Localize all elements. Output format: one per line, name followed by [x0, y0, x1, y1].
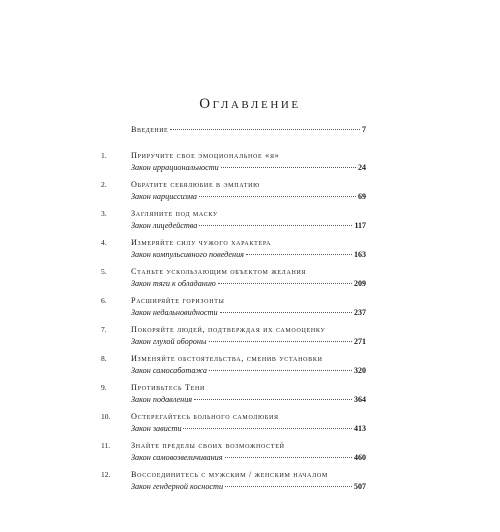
chapter-number: 3.: [101, 209, 107, 218]
law-name: Закон зависти: [131, 424, 182, 433]
law-name: Закон компульсивного поведения: [131, 250, 244, 259]
chapter-title: Расширяйте горизонты: [131, 296, 225, 305]
page-number: 7: [362, 125, 366, 134]
chapter-list: [101, 149, 366, 493]
page-number: 24: [358, 163, 366, 172]
chapter-heading: [101, 149, 366, 162]
chapter-law-row: [131, 423, 366, 435]
chapter-heading: [101, 178, 366, 191]
toc-chapter[interactable]: [101, 439, 366, 464]
chapter-number: 11.: [101, 441, 111, 450]
chapter-law-row: [131, 336, 366, 348]
chapter-title: Обратите себялюбие в эмпатию: [131, 180, 260, 189]
law-name: Закон недальновидности: [131, 308, 218, 317]
page-number: 364: [354, 395, 366, 404]
chapter-number: 10.: [101, 412, 111, 421]
chapter-law-row: [131, 307, 366, 319]
chapter-title: Загляните под маску: [131, 209, 218, 218]
page-title: Оглавление: [199, 96, 301, 112]
toc-chapter[interactable]: [101, 381, 366, 406]
dot-leader: [246, 254, 352, 255]
page-number: 69: [358, 192, 366, 201]
law-name: Закон самовозвеличивания: [131, 453, 223, 462]
dot-leader: [209, 341, 353, 342]
chapter-law-row: [131, 452, 366, 464]
chapter-heading: [101, 294, 366, 307]
dot-leader: [194, 399, 352, 400]
dot-leader: [221, 167, 356, 168]
toc-chapter[interactable]: [101, 352, 366, 377]
chapter-title: Остерегайтесь больного самолюбия: [131, 412, 279, 421]
toc-chapter[interactable]: [101, 149, 366, 174]
chapter-law-row: [131, 365, 366, 377]
chapter-number: 8.: [101, 354, 107, 363]
chapter-number: 6.: [101, 296, 107, 305]
dot-leader: [170, 129, 360, 130]
chapter-heading: [101, 381, 366, 394]
law-name: Закон самосаботажа: [131, 366, 208, 375]
dot-leader: [199, 196, 356, 197]
law-name: Закон тяги к обладанию: [131, 279, 216, 288]
law-name: Закон гендерной косности: [131, 482, 224, 491]
chapter-law-row: [131, 162, 366, 174]
chapter-heading: [101, 207, 366, 220]
chapter-law-row: [131, 394, 366, 406]
chapter-heading: [101, 468, 366, 481]
page-number: 117: [354, 221, 366, 230]
law-name: Закон лицедейства: [131, 221, 198, 230]
page-number: 209: [354, 279, 366, 288]
dot-leader: [225, 486, 352, 487]
page-number: 507: [354, 482, 366, 491]
chapter-title: Станьте ускользающим объектом желания: [131, 267, 307, 276]
page-number: 320: [354, 366, 366, 375]
page-number: 460: [354, 453, 366, 462]
chapter-law-row: [131, 220, 366, 232]
page-number: 237: [354, 308, 366, 317]
chapter-number: 4.: [101, 238, 107, 247]
chapter-title: Приручите свое эмоциональное «я»: [131, 151, 280, 160]
page-number: 163: [354, 250, 366, 259]
dot-leader: [218, 283, 352, 284]
table-of-contents: [101, 124, 366, 497]
chapter-law-row: [131, 481, 366, 493]
toc-chapter[interactable]: [101, 236, 366, 261]
chapter-title: Противьтесь Тени: [131, 383, 206, 392]
chapter-heading: [101, 323, 366, 336]
law-name: Закон подавления: [131, 395, 193, 404]
chapter-number: 2.: [101, 180, 107, 189]
dot-leader: [199, 225, 352, 226]
chapter-heading: [101, 236, 366, 249]
chapter-law-row: [131, 249, 366, 261]
chapter-title: Изменяйте обстоятельства, сменив установки: [131, 354, 323, 363]
intro-label: Введение: [131, 125, 169, 134]
chapter-heading: [101, 439, 366, 452]
toc-chapter[interactable]: [101, 323, 366, 348]
page-number: 271: [354, 337, 366, 346]
toc-chapter[interactable]: [101, 265, 366, 290]
chapter-number: 9.: [101, 383, 107, 392]
toc-chapter[interactable]: [101, 294, 366, 319]
chapter-heading: [101, 265, 366, 278]
law-name: Закон иррациональности: [131, 163, 219, 172]
chapter-title: Покоряйте людей, подтверждая их самооценку: [131, 325, 326, 334]
chapter-title: Измеряйте силу чужого характера: [131, 238, 272, 247]
toc-chapter[interactable]: [101, 207, 366, 232]
chapter-number: 5.: [101, 267, 107, 276]
toc-chapter[interactable]: [101, 468, 366, 493]
chapter-heading: [101, 352, 366, 365]
page-number: 413: [354, 424, 366, 433]
chapter-number: 7.: [101, 325, 107, 334]
law-name: Закон нарциссизма: [131, 192, 197, 201]
dot-leader: [220, 312, 352, 313]
chapter-title: Знайте пределы своих возможностей: [131, 441, 285, 450]
dot-leader: [209, 370, 352, 371]
toc-entry-intro[interactable]: [131, 124, 366, 136]
toc-chapter[interactable]: [101, 410, 366, 435]
law-name: Закон глухой обороны: [131, 337, 207, 346]
chapter-number: 1.: [101, 151, 107, 160]
chapter-number: 12.: [101, 470, 111, 479]
chapter-law-row: [131, 191, 366, 203]
dot-leader: [183, 428, 352, 429]
chapter-law-row: [131, 278, 366, 290]
chapter-title: Воссоединитесь с мужским / женским началом: [131, 470, 328, 479]
chapter-heading: [101, 410, 366, 423]
toc-chapter[interactable]: [101, 178, 366, 203]
dot-leader: [225, 457, 352, 458]
